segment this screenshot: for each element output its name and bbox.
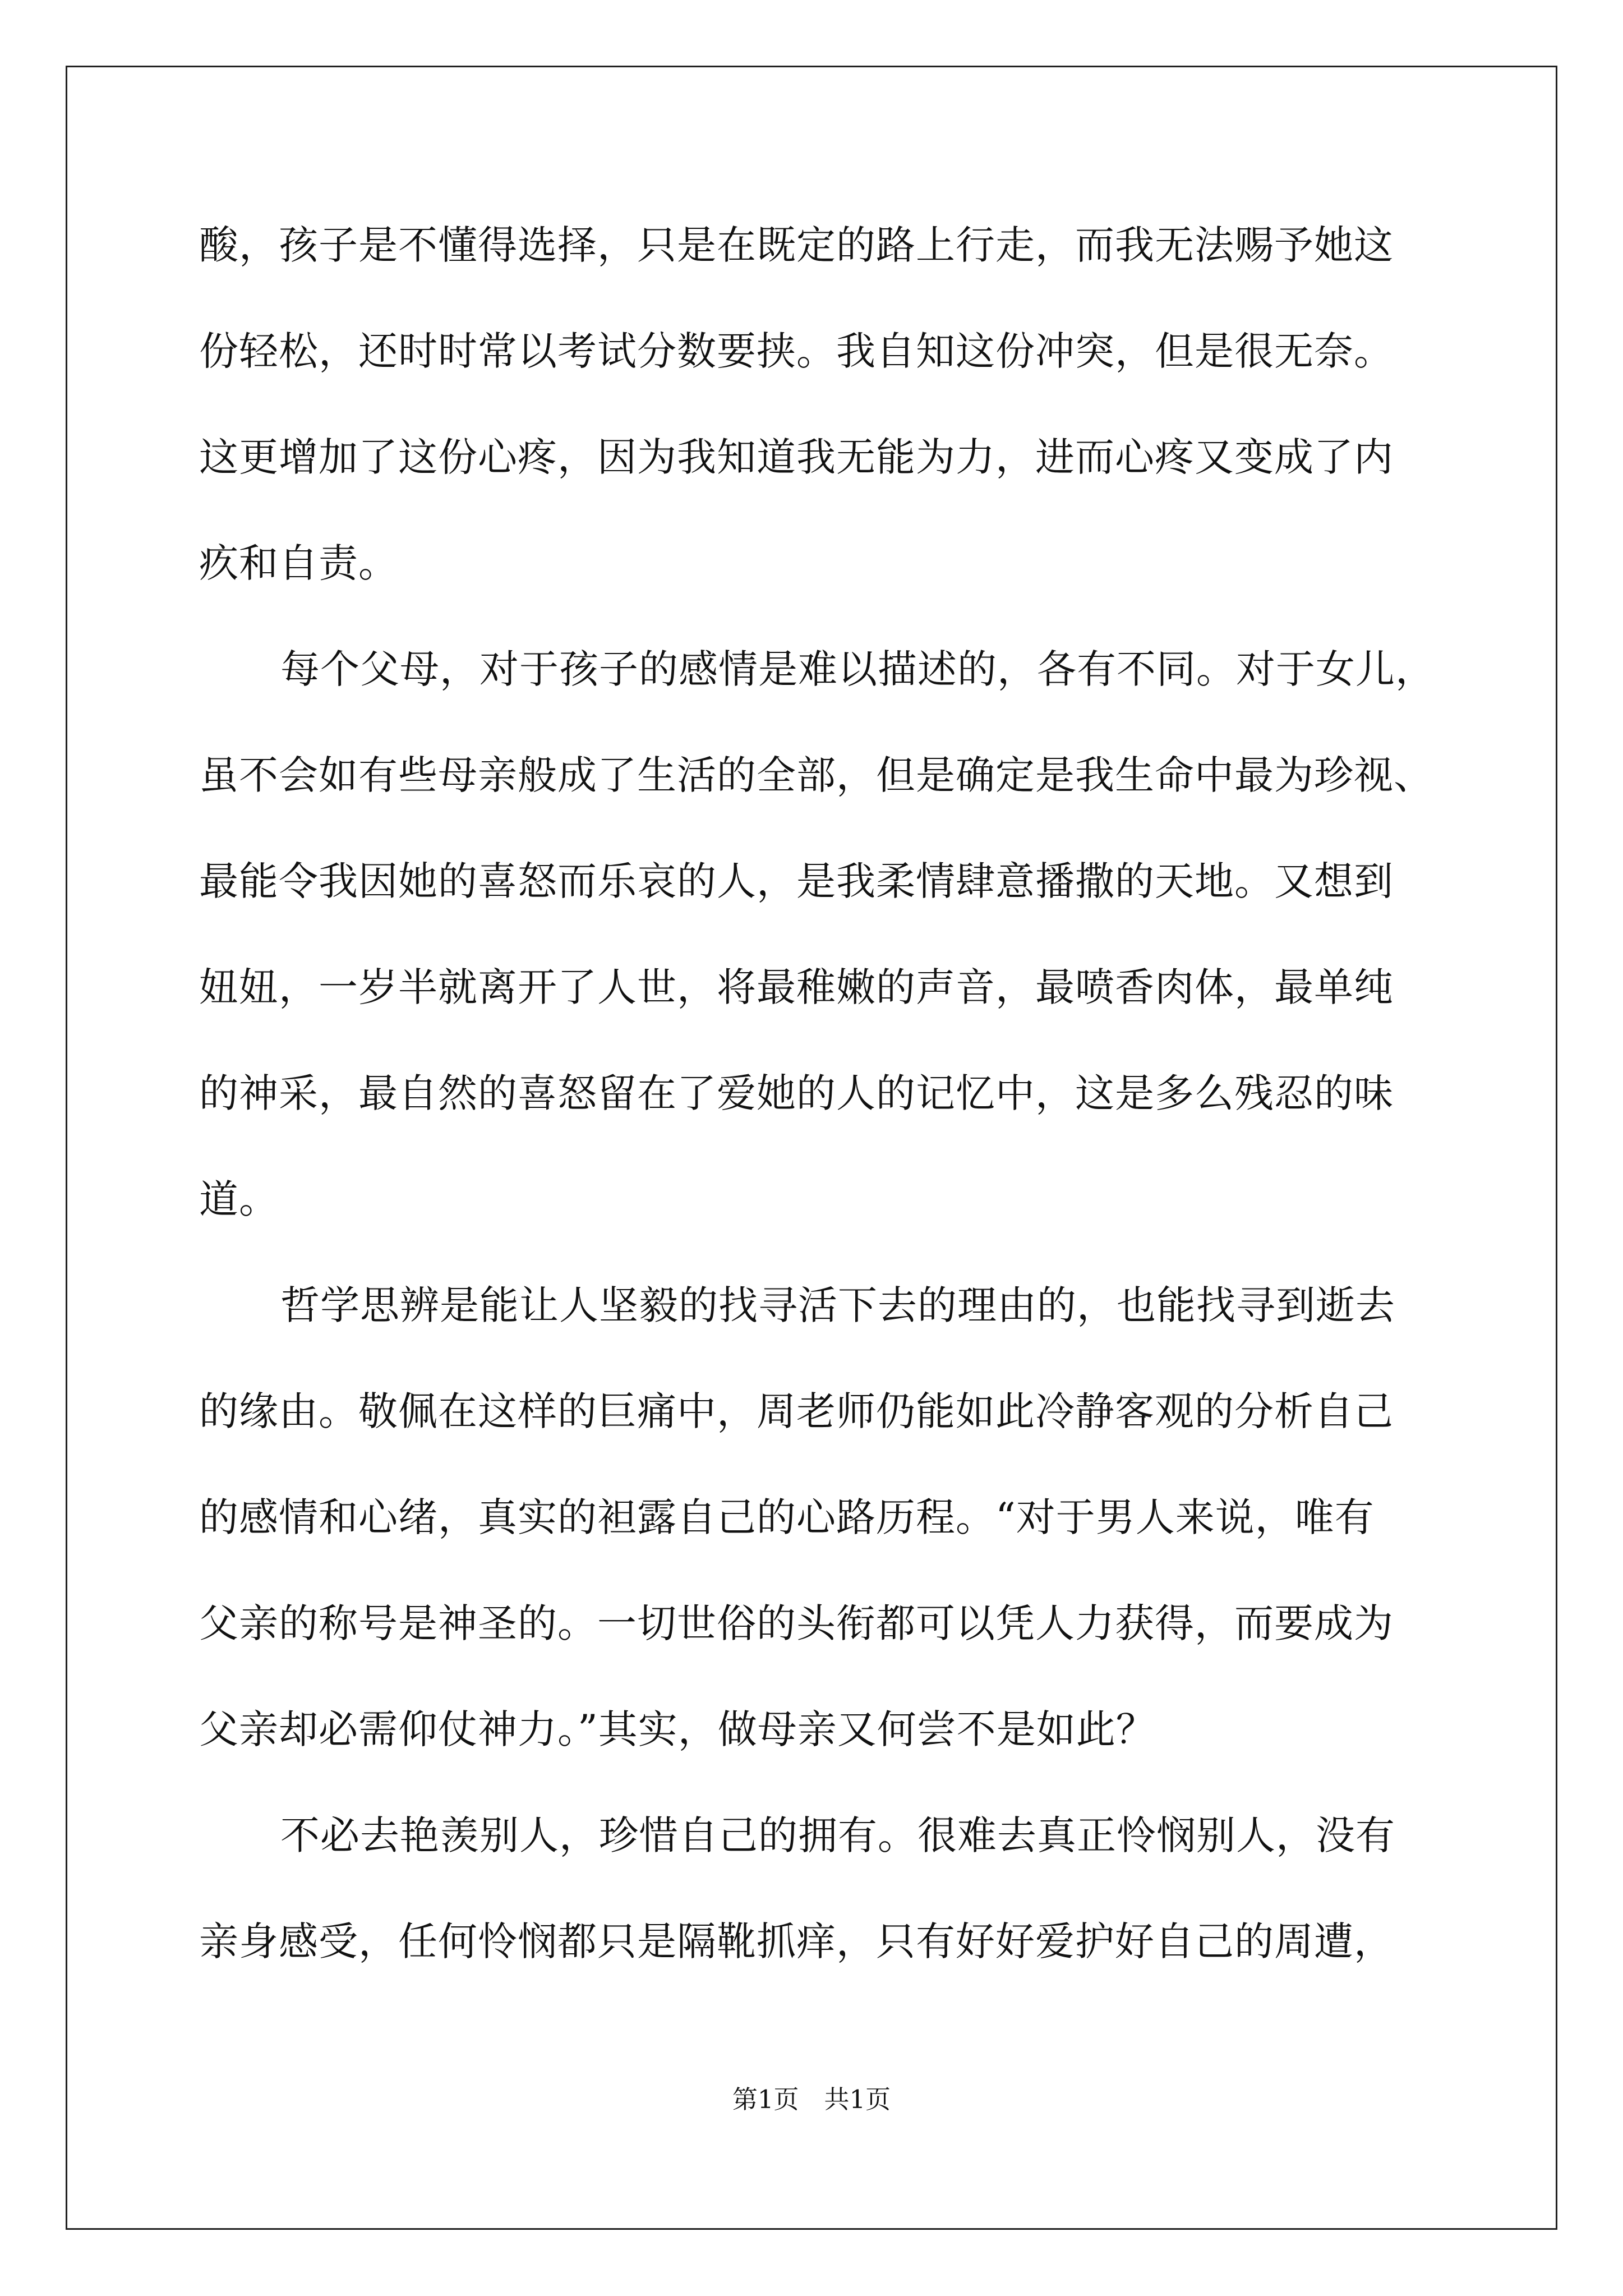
text-line-12: 的缘由。敬佩在这样的巨痛中，周老师仍能如此冷静客观的分析自己 bbox=[199, 1388, 1394, 1434]
text-line-10: 道。 bbox=[199, 1176, 279, 1222]
text-line-17: 亲身感受，任何怜悯都只是隔靴抓痒，只有好好爱护好自己的周遭， bbox=[199, 1918, 1394, 1964]
text-line-13: 的感情和心绪，真实的袒露自己的心路历程。“对于男人来说，唯有 bbox=[199, 1494, 1375, 1540]
document-body bbox=[199, 219, 1433, 2021]
text-line-9: 的神采，最自然的喜怒留在了爱她的人的记忆中，这是多么残忍的味 bbox=[199, 1070, 1394, 1116]
text-line-3: 这更增加了这份心疼，因为我知道我无能为力，进而心疼又变成了内 bbox=[199, 434, 1394, 480]
page-footer bbox=[0, 2083, 1623, 2116]
text-line-2: 份轻松，还时时常以考试分数要挟。我自知这份冲突，但是很无奈。 bbox=[199, 328, 1394, 374]
text-line-16: 不必去艳羡别人，珍惜自己的拥有。很难去真正怜悯别人，没有 bbox=[280, 1812, 1395, 1858]
text-line-5: 每个父母，对于孩子的感情是难以描述的，各有不同。对于女儿， bbox=[280, 646, 1435, 692]
text-line-6: 虽不会如有些母亲般成了生活的全部，但是确定是我生命中最为珍视、 bbox=[199, 752, 1433, 798]
page-number: 第1页 bbox=[732, 2085, 799, 2114]
text-line-14: 父亲的称号是神圣的。一切世俗的头衔都可以凭人力获得，而要成为 bbox=[199, 1600, 1394, 1646]
text-line-11: 哲学思辨是能让人坚毅的找寻活下去的理由的，也能找寻到逝去 bbox=[280, 1282, 1395, 1328]
text-line-7: 最能令我因她的喜怒而乐哀的人，是我柔情肆意播撒的天地。又想到 bbox=[199, 858, 1394, 904]
page-total: 共1页 bbox=[824, 2085, 891, 2114]
text-line-8: 妞妞，一岁半就离开了人世，将最稚嫩的声音，最喷香肉体，最单纯 bbox=[199, 964, 1394, 1010]
text-line-4: 疚和自责。 bbox=[199, 540, 398, 586]
text-line-15: 父亲却必需仰仗神力。”其实，做母亲又何尝不是如此？ bbox=[199, 1706, 1156, 1752]
text-line-1: 酸，孩子是不懂得选择，只是在既定的路上行走，而我无法赐予她这 bbox=[199, 222, 1394, 268]
